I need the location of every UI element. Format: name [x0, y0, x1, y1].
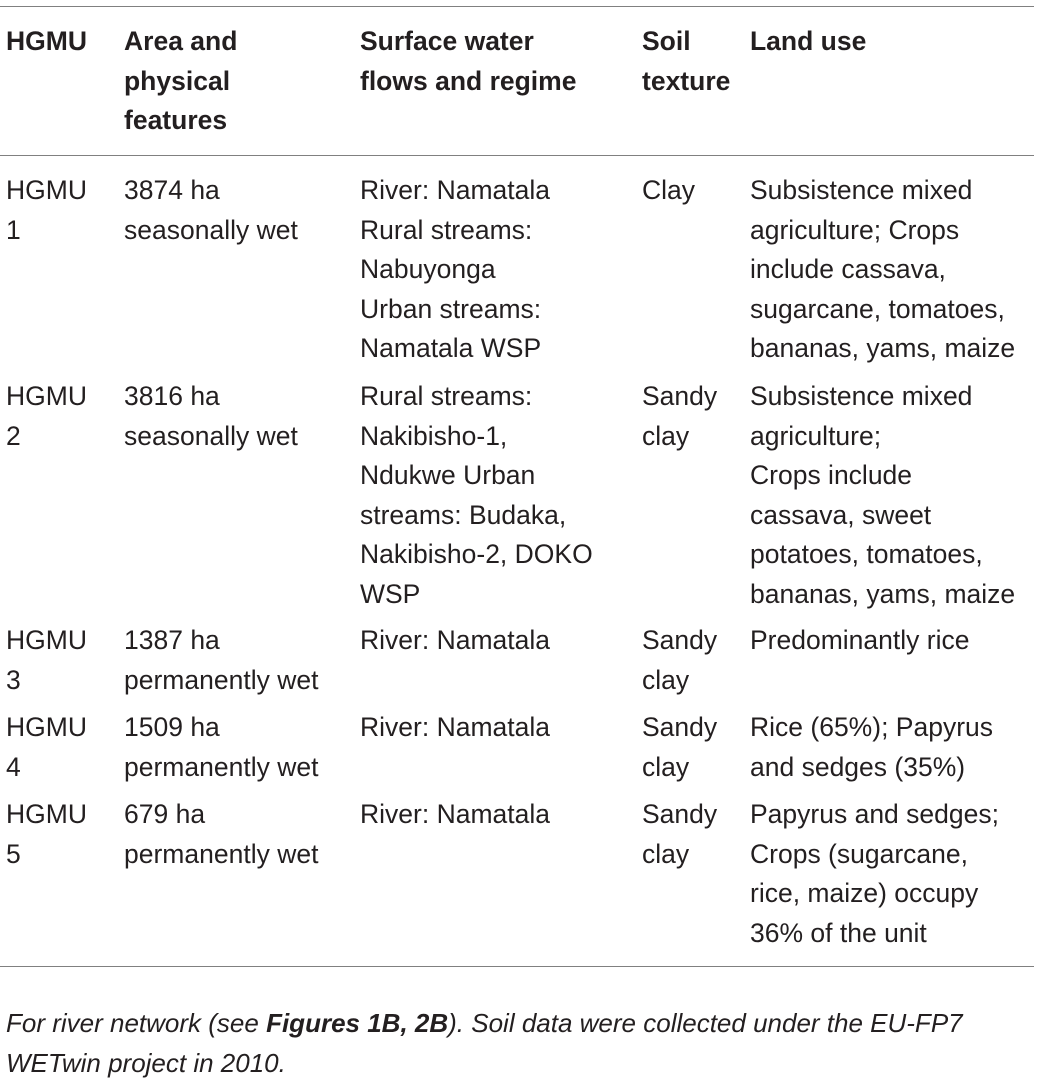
cell-soil-texture: Sandy clay — [642, 799, 718, 869]
header-surface-water: Surface water flows and regime — [360, 26, 577, 96]
cell-area: 3874 ha seasonally wet — [124, 175, 298, 245]
cell-hgmu: HGMU 5 — [6, 799, 87, 869]
cell-soil-texture: Clay — [642, 175, 696, 205]
cell-soil-texture: Sandy clay — [642, 381, 718, 451]
cell-area: 679 ha permanently wet — [124, 799, 319, 869]
cell-area: 1387 ha permanently wet — [124, 625, 319, 695]
cell-land-use: Subsistence mixed agriculture; Crops include cassava, sweet potatoes, tomatoes, bananas, yams, maize — [750, 381, 1016, 609]
cell-surface-water: River: Namatala — [360, 799, 550, 829]
cell-hgmu: HGMU 1 — [6, 175, 87, 245]
cell-soil-texture: Sandy clay — [642, 625, 718, 695]
header-land-use: Land use — [750, 26, 867, 56]
table-top-rule — [0, 6, 1034, 7]
header-rule — [0, 155, 1034, 156]
table-bottom-rule — [0, 966, 1034, 967]
cell-hgmu: HGMU 4 — [6, 712, 87, 782]
cell-land-use: Subsistence mixed agriculture; Crops include cassava, sugarcane, tomatoes, bananas, yams, maize — [750, 175, 1016, 363]
cell-area: 1509 ha permanently wet — [124, 712, 319, 782]
header-soil-texture: Soil texture — [642, 26, 731, 96]
footnote-text-end: ). Soil data were collected under the EU-FP7 WETwin project in 2010. — [6, 1008, 963, 1078]
cell-surface-water: River: Namatala — [360, 712, 550, 742]
header-area: Area and physical features — [124, 26, 238, 135]
cell-hgmu: HGMU 3 — [6, 625, 87, 695]
cell-area: 3816 ha seasonally wet — [124, 381, 298, 451]
cell-surface-water: Rural streams: Nakibisho-1, Ndukwe Urban streams: Budaka, Nakibisho-2, DOKO WSP — [360, 381, 593, 609]
cell-surface-water: River: Namatala Rural streams: Nabuyonga Urban streams: Namatala WSP — [360, 175, 550, 363]
footnote-text-start: For river network (see — [6, 1008, 267, 1038]
header-hgmu: HGMU — [6, 26, 87, 56]
table-footnote — [6, 1003, 1036, 1083]
cell-surface-water: River: Namatala — [360, 625, 550, 655]
cell-land-use: Papyrus and sedges; Crops (sugarcane, rice, maize) occupy 36% of the unit — [750, 799, 999, 948]
cell-land-use: Predominantly rice — [750, 625, 970, 655]
cell-soil-texture: Sandy clay — [642, 712, 718, 782]
cell-hgmu: HGMU 2 — [6, 381, 87, 451]
cell-land-use: Rice (65%); Papyrus and sedges (35%) — [750, 712, 994, 782]
figure-reference: Figures 1B, 2B — [266, 1008, 449, 1038]
